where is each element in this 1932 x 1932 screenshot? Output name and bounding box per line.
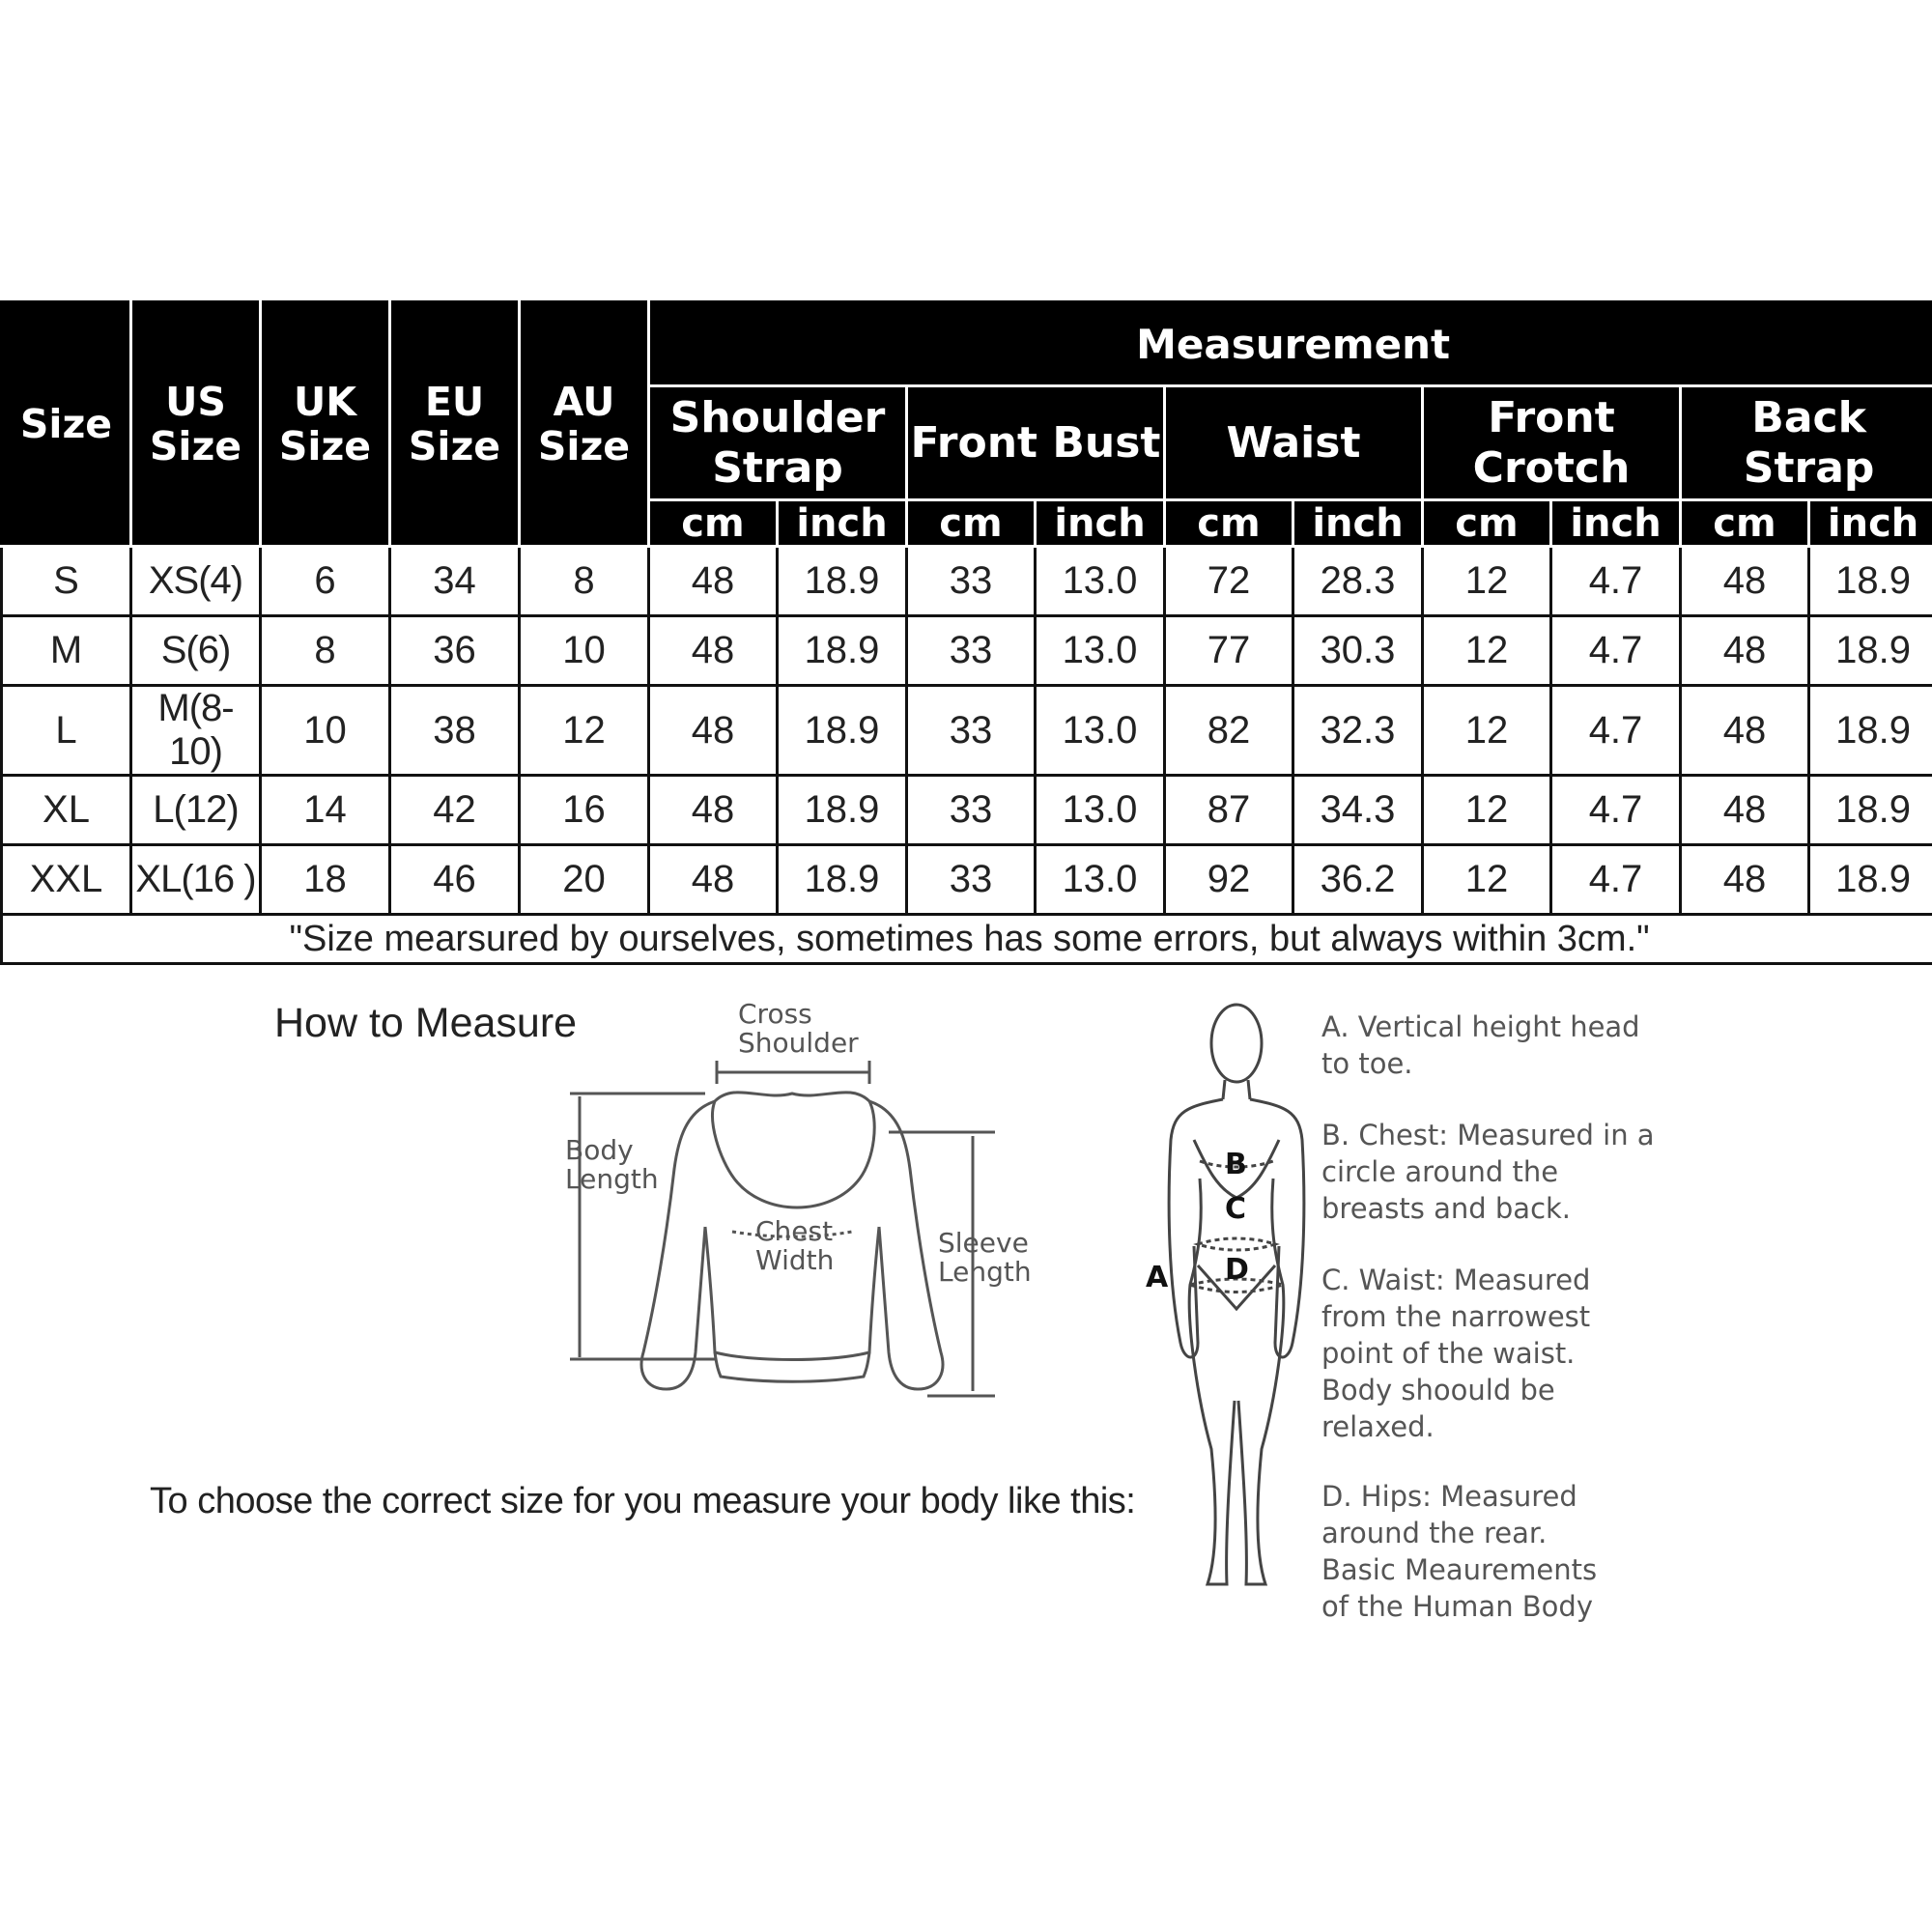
table-cell: 48: [649, 616, 778, 686]
table-cell: 48: [1681, 776, 1809, 845]
header-unit-6: cm: [1423, 500, 1551, 547]
table-cell: 18.9: [778, 547, 907, 616]
header-front-bust: Front Bust: [907, 386, 1165, 500]
table-cell: 33: [907, 547, 1036, 616]
size-note: "Size mearsured by ourselves, sometimes has some errors, but always within 3cm.": [2, 915, 1932, 964]
table-cell: 4.7: [1551, 845, 1681, 915]
table-cell: 10: [261, 686, 390, 776]
table-cell: 18.9: [1809, 776, 1932, 845]
table-cell: 13.0: [1036, 547, 1165, 616]
table-cell: 34.3: [1293, 776, 1423, 845]
header-unit-8: cm: [1681, 500, 1809, 547]
table-cell: 46: [390, 845, 520, 915]
table-cell: 30.3: [1293, 616, 1423, 686]
table-cell: 18.9: [778, 845, 907, 915]
table-cell: 12: [1423, 616, 1551, 686]
table-cell: 13.0: [1036, 616, 1165, 686]
table-cell: 10: [520, 616, 649, 686]
table-cell: 48: [649, 845, 778, 915]
header-unit-9: inch: [1809, 500, 1932, 547]
table-cell: 8: [520, 547, 649, 616]
table-cell: 48: [1681, 616, 1809, 686]
table-cell: 48: [1681, 686, 1809, 776]
header-us-size: US Size: [131, 302, 261, 547]
table-cell: 4.7: [1551, 547, 1681, 616]
table-cell: 12: [1423, 686, 1551, 776]
table-row: [2, 616, 1932, 686]
table-cell: 20: [520, 845, 649, 915]
letter-b: B: [1225, 1148, 1247, 1181]
table-cell: 12: [1423, 776, 1551, 845]
table-cell: XS(4): [131, 547, 261, 616]
label-body-length: Body Length: [565, 1134, 659, 1195]
letter-d: D: [1225, 1253, 1249, 1287]
table-cell: XXL: [2, 845, 131, 915]
header-size: Size: [2, 302, 131, 547]
table-cell: 36: [390, 616, 520, 686]
table-row: [2, 686, 1932, 776]
table-cell: 33: [907, 686, 1036, 776]
table-cell: 33: [907, 776, 1036, 845]
header-shoulder-strap: Shoulder Strap: [649, 386, 907, 500]
table-cell: XL(16 ): [131, 845, 261, 915]
header-front-crotch: Front Crotch: [1423, 386, 1681, 500]
label-sleeve-length: Sleeve Length: [938, 1227, 1032, 1288]
header-unit-7: inch: [1551, 500, 1681, 547]
header-eu-size: EU Size: [390, 302, 520, 547]
table-cell: 33: [907, 616, 1036, 686]
header-unit-4: cm: [1165, 500, 1293, 547]
letter-c: C: [1225, 1192, 1247, 1226]
label-chest-width: Chest Width: [755, 1215, 835, 1276]
table-cell: 18.9: [1809, 547, 1932, 616]
table-cell: L: [2, 686, 131, 776]
how-to-measure-title: How to Measure: [274, 1000, 578, 1046]
table-cell: 48: [649, 776, 778, 845]
table-cell: 4.7: [1551, 686, 1681, 776]
table-cell: 48: [1681, 845, 1809, 915]
table-cell: 16: [520, 776, 649, 845]
table-cell: 18.9: [1809, 686, 1932, 776]
table-cell: 92: [1165, 845, 1293, 915]
table-cell: 48: [649, 547, 778, 616]
table-cell: 8: [261, 616, 390, 686]
table-cell: 72: [1165, 547, 1293, 616]
table-cell: 12: [1423, 845, 1551, 915]
table-cell: L(12): [131, 776, 261, 845]
table-row: [2, 845, 1932, 915]
table-cell: 33: [907, 845, 1036, 915]
table-row: [2, 776, 1932, 845]
desc-a-height: A. Vertical height head to toe.: [1321, 1010, 1640, 1080]
table-cell: 82: [1165, 686, 1293, 776]
table-cell: 6: [261, 547, 390, 616]
header-unit-3: inch: [1036, 500, 1165, 547]
table-cell: 28.3: [1293, 547, 1423, 616]
size-chart-table: [0, 300, 1932, 965]
table-cell: 48: [1681, 547, 1809, 616]
header-uk-size: UK Size: [261, 302, 390, 547]
label-cross-shoulder: Cross Shoulder: [738, 998, 859, 1059]
table-row: [2, 547, 1932, 616]
table-cell: 18: [261, 845, 390, 915]
table-cell: 32.3: [1293, 686, 1423, 776]
table-cell: S: [2, 547, 131, 616]
header-unit-1: inch: [778, 500, 907, 547]
table-cell: 4.7: [1551, 616, 1681, 686]
header-waist: Waist: [1165, 386, 1423, 500]
table-cell: 77: [1165, 616, 1293, 686]
desc-c-waist: C. Waist: Measured from the narrowest point of the waist. Body shoould be relaxed.: [1321, 1264, 1591, 1443]
header-unit-0: cm: [649, 500, 778, 547]
table-cell: 14: [261, 776, 390, 845]
header-unit-2: cm: [907, 500, 1036, 547]
letter-a: A: [1146, 1261, 1169, 1294]
table-cell: 18.9: [778, 776, 907, 845]
table-cell: M: [2, 616, 131, 686]
table-cell: 18.9: [778, 686, 907, 776]
table-cell: 34: [390, 547, 520, 616]
table-cell: 38: [390, 686, 520, 776]
table-cell: 13.0: [1036, 776, 1165, 845]
header-measurement: Measurement: [649, 302, 1932, 386]
header-back-strap: Back Strap: [1681, 386, 1932, 500]
table-cell: 36.2: [1293, 845, 1423, 915]
table-cell: 18.9: [778, 616, 907, 686]
table-cell: 18.9: [1809, 616, 1932, 686]
table-cell: M(8-10): [131, 686, 261, 776]
table-cell: 18.9: [1809, 845, 1932, 915]
table-cell: 12: [520, 686, 649, 776]
desc-b-chest: B. Chest: Measured in a circle around the breasts and back.: [1321, 1119, 1655, 1225]
table-cell: 48: [649, 686, 778, 776]
table-cell: XL: [2, 776, 131, 845]
table-cell: 42: [390, 776, 520, 845]
header-au-size: AU Size: [520, 302, 649, 547]
desc-d-hips: D. Hips: Measured around the rear. Basic Meaurements of the Human Body: [1321, 1480, 1598, 1623]
choose-size-text: To choose the correct size for you measure your body like this:: [150, 1481, 1136, 1521]
table-cell: 12: [1423, 547, 1551, 616]
table-cell: 87: [1165, 776, 1293, 845]
human-body-diagram: [1130, 995, 1323, 1594]
table-cell: S(6): [131, 616, 261, 686]
table-cell: 13.0: [1036, 845, 1165, 915]
table-cell: 4.7: [1551, 776, 1681, 845]
table-cell: 13.0: [1036, 686, 1165, 776]
header-unit-5: inch: [1293, 500, 1423, 547]
